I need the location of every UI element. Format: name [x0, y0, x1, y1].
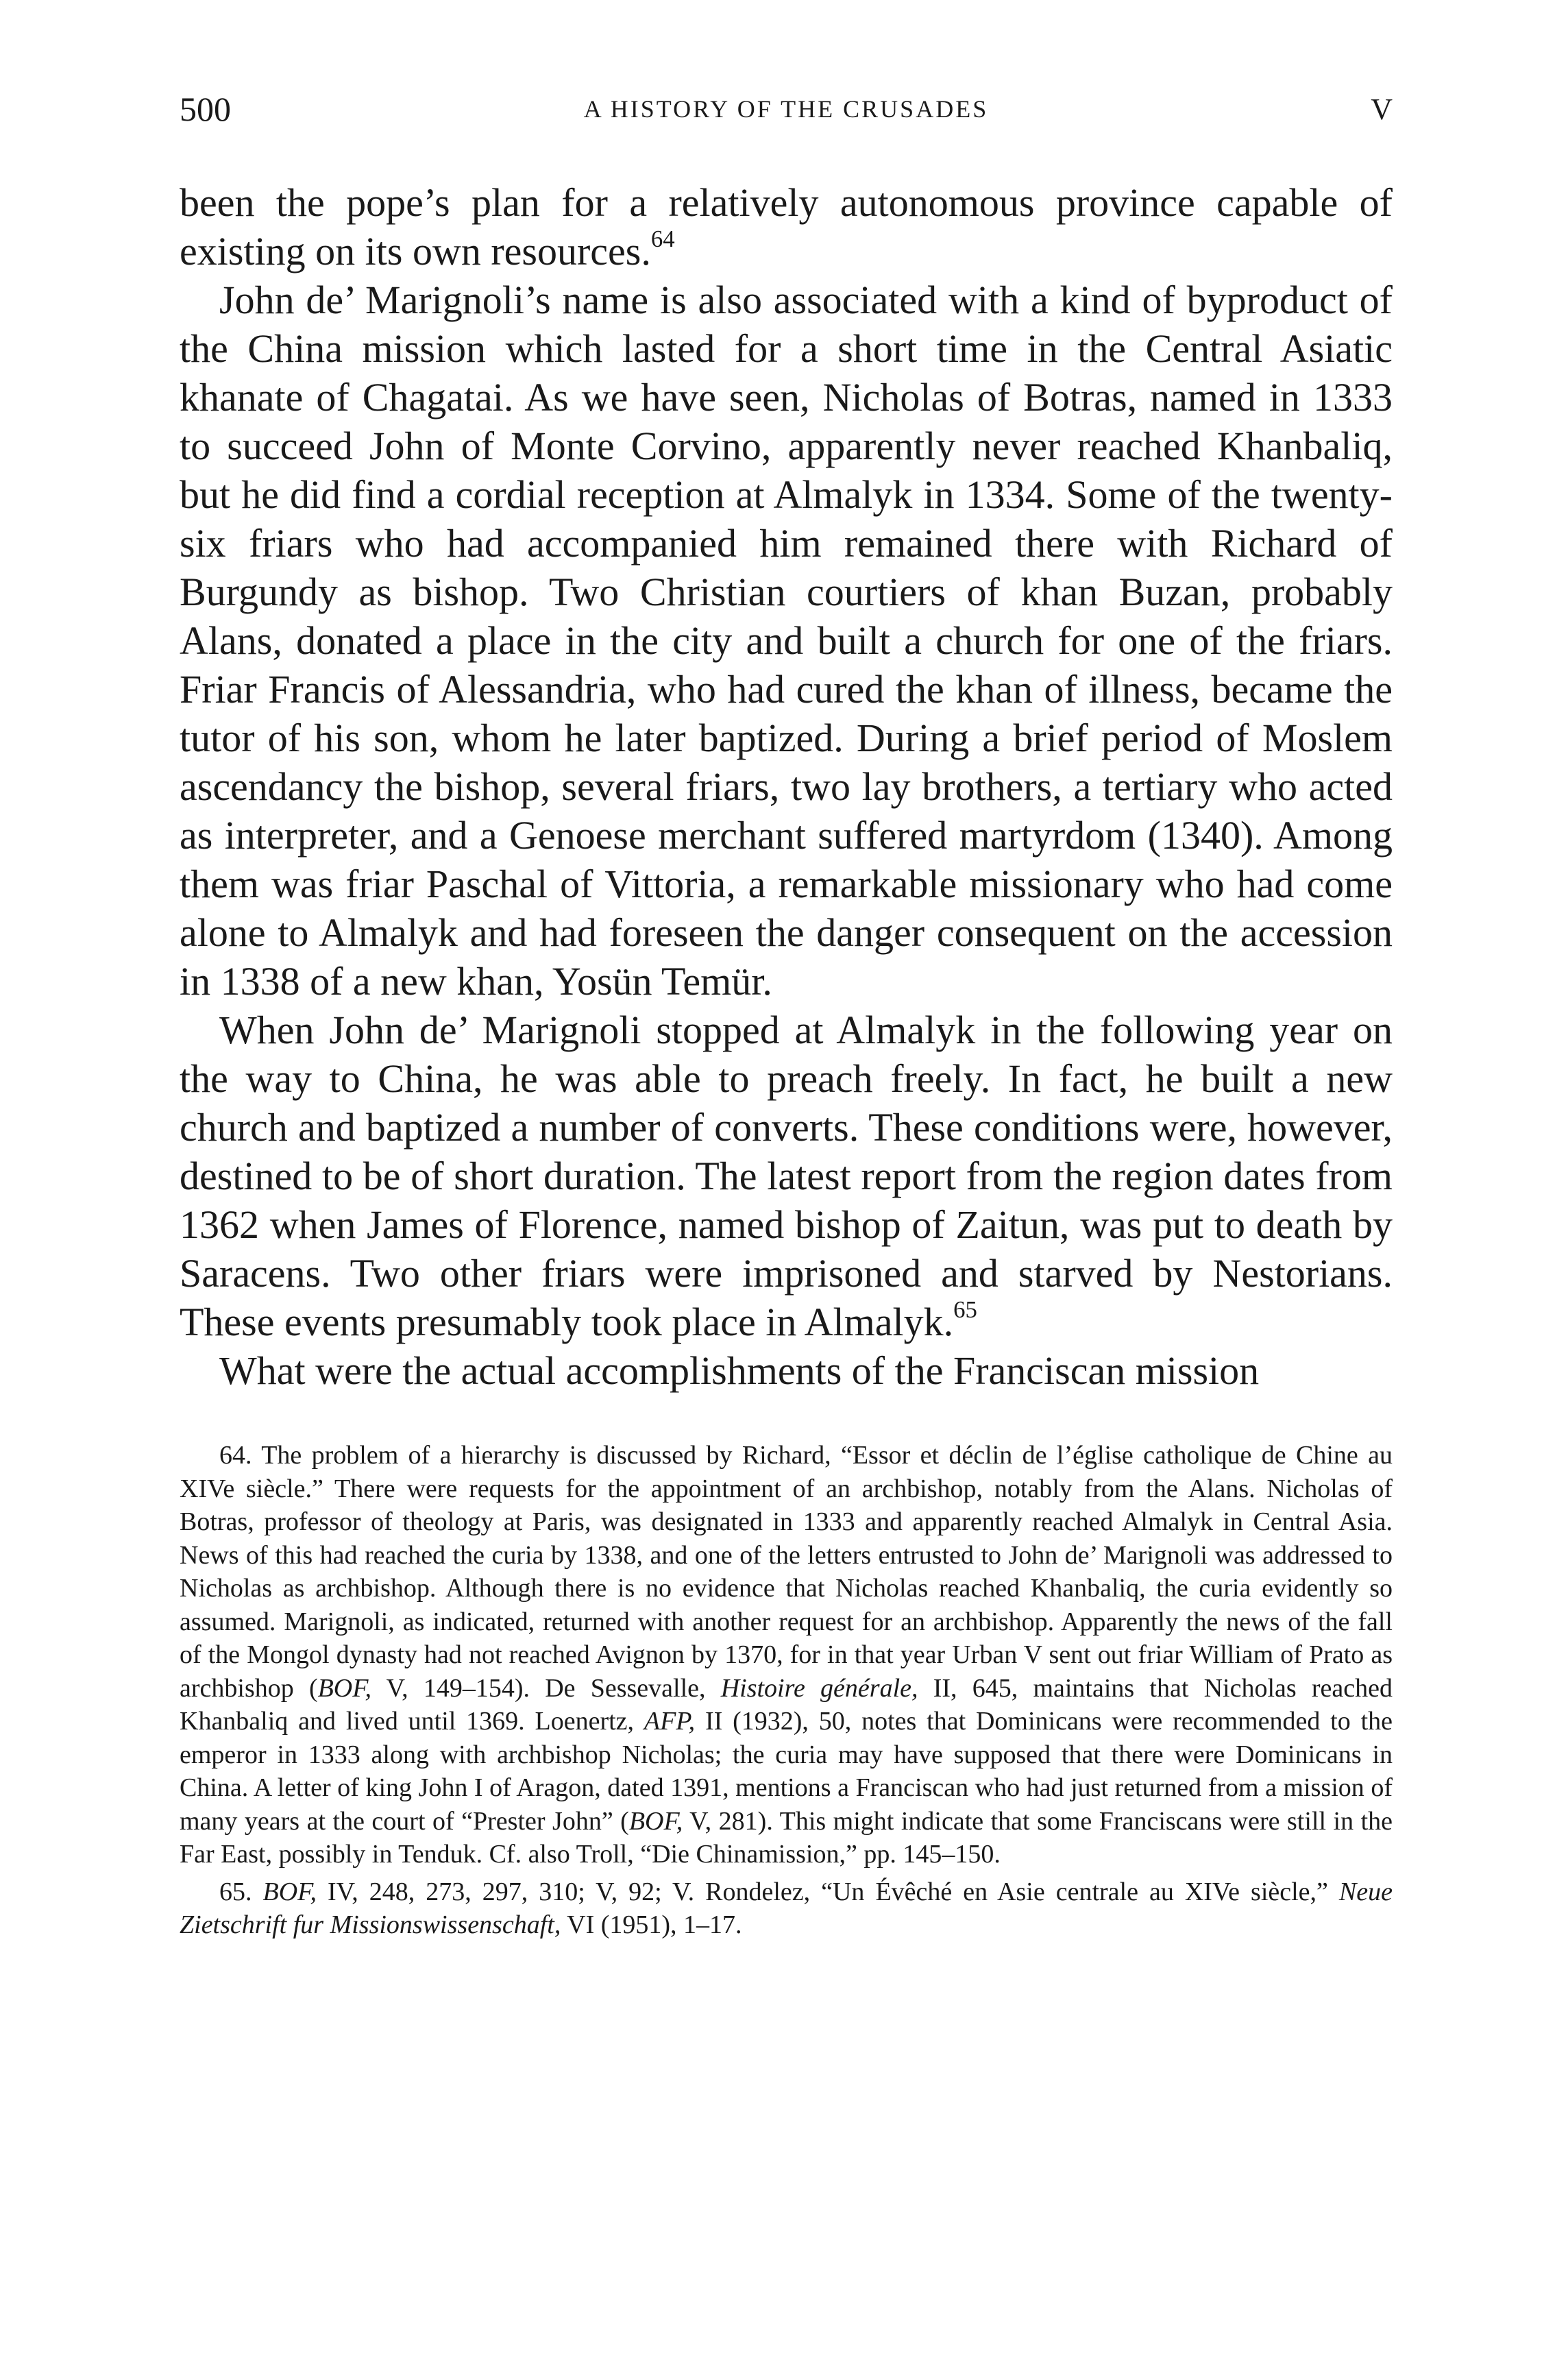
footnote-64-afp: AFP,: [644, 1707, 696, 1736]
footnote-64-text-e: V, 281). This might indicate that some Franciscans were still in the Far East, possibly in Tenduk. Cf. also Troll, “Die Chinamission,” pp. 145–150.: [180, 1806, 1393, 1869]
footnote-64: [180, 1439, 1393, 1871]
footnote-64-text-c: II, 645, maintains that Nicholas reached Khanbaliq and lived until 1369. Loenertz,: [180, 1673, 1393, 1736]
footnote-64-label: 64.: [219, 1441, 252, 1470]
running-title: A HISTORY OF THE CRUSADES: [583, 95, 989, 123]
footnote-64-text-a: The problem of a hierarchy is discussed by Richard, “Essor et déclin de l’église catholique de Chine au XIVe siècle.” There were requests for the appointment of an archbishop, notably from the Alans. Nicholas of Botras, professor of theology at Paris, was designated in 1333 and apparently reached Almalyk in Central Asia. News of this had reached the curia by 1338, and one of the letters entrusted to John de’ Marignoli was addressed to Nicholas as archbishop. Although there is no evidence that Nicholas reached Khanbaliq, the curia evidently so assumed. Marignoli, as indicated, returned with another request for an archbishop. Apparently the news of the fall of the Mongol dynasty had not reached Avignon by 1370, for in that year Urban V sent out friar William of Prato as archbishop (: [180, 1441, 1393, 1703]
page-number: 500: [180, 90, 231, 128]
footnote-64-bof-2: BOF,: [628, 1806, 683, 1836]
paragraph-1: [180, 178, 1393, 276]
main-text: [180, 178, 1393, 1395]
footnote-64-bof-1: BOF,: [317, 1673, 372, 1703]
paragraph-3: [180, 1006, 1393, 1346]
footnote-ref-64[interactable]: 64: [650, 225, 675, 252]
footnote-64-histoire: Histoire générale,: [720, 1673, 918, 1703]
footnote-65-bof: BOF,: [262, 1877, 317, 1906]
footnote-ref-65[interactable]: 65: [953, 1296, 977, 1323]
footnotes: [180, 1439, 1393, 1942]
footnote-64-text-d: II (1932), 50, notes that Dominicans were recommended to the emperor in 1333 along with archbishop Nicholas; the curia may have supposed that there were Dominicans in China. A letter of king John I of Aragon, dated 1391, mentions a Franciscan who had just returned from a mission of many years at the court of “Prester John” (: [180, 1707, 1393, 1836]
book-page: [180, 89, 1393, 1942]
footnote-65-label: 65.: [219, 1877, 252, 1906]
volume-number: V: [1371, 93, 1393, 126]
running-header: [180, 89, 1393, 144]
paragraph-4: What were the actual accomplishments of the Franciscan mission: [219, 1348, 1260, 1393]
footnote-64-text-b: V, 149–154). De Sessevalle,: [371, 1673, 721, 1703]
paragraph-1-text: been the pope’s plan for a relatively autonomous province capable of existing on its own resources.: [180, 180, 1393, 274]
footnote-65-journal: Neue Zietschrift fur Missionswissenschaft,: [180, 1877, 1393, 1939]
footnote-65: [180, 1875, 1393, 1942]
paragraph-3-text: When John de’ Marignoli stopped at Almalyk in the following year on the way to China, he was able to preach freely. In fact, he built a new church and baptized a number of converts. These conditions were, however, destined to be of short duration. The latest report from the region dates from 1362 when James of Florence, named bishop of Zaitun, was put to death by Saracens. Two other friars were imprisoned and starved by Nestorians. These events presumably took place in Almalyk.: [180, 1008, 1393, 1344]
footnote-65-text-b: VI (1951), 1–17.: [561, 1910, 742, 1939]
footnote-65-text-a: IV, 248, 273, 297, 310; V, 92; V. Rondelez, “Un Évêché en Asie centrale au XIVe siècle,”: [316, 1877, 1339, 1906]
paragraph-2: John de’ Marignoli’s name is also associated with a kind of byproduct of the China mission which lasted for a short time in the Central Asiatic khanate of Chagatai. As we have seen, Nicholas of Botras, named in 1333 to succeed John of Monte Corvino, apparently never reached Khanbaliq, but he did find a cordial reception at Almalyk in 1334. Some of the twenty-six friars who had accompanied him remained there with Richard of Burgundy as bishop. Two Christian courtiers of khan Buzan, probably Alans, donated a place in the city and built a church for one of the friars. Friar Francis of Alessandria, who had cured the khan of illness, became the tutor of his son, whom he later baptized. During a brief period of Moslem ascendancy the bishop, several friars, two lay brothers, a tertiary who acted as interpreter, and a Genoese merchant suffered martyrdom (1340). Among them was friar Paschal of Vittoria, a remarkable missionary who had come alone to Almalyk and had foreseen the danger consequent on the accession in 1338 of a new khan, Yosün Temür.: [180, 278, 1393, 1004]
